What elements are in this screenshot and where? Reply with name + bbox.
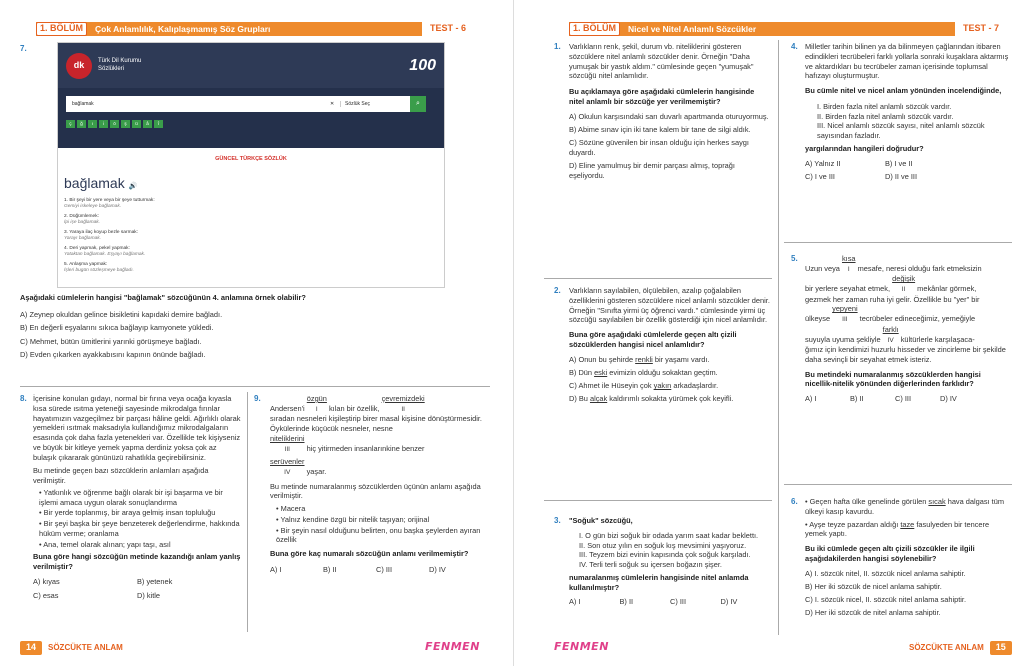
- q9-block: [270, 394, 482, 575]
- q9-word-3: niteliklerini: [270, 433, 305, 443]
- bullet-text: Bir şeyin nasıl olduğunu belirten, onu başka şeylerden ayıran özellik: [276, 525, 481, 545]
- left-footer: [20, 640, 123, 656]
- bullet-item: • Bir yerde toplanmış, bir araya gelmiş insan topluluğu: [39, 508, 216, 518]
- tdk-definitions: [64, 198, 444, 274]
- letter-button[interactable]: î: [154, 120, 163, 128]
- divider: [784, 242, 1012, 243]
- roman-numeral: IV: [284, 468, 291, 476]
- numbered-sentence: III. Teyzem bizi evinin kapısında çok soğuk karşıladı.: [579, 550, 751, 560]
- answer-option: C) III: [376, 564, 393, 574]
- numbered-statement: I. Birden fazla nitel anlamlı sözcük vardır.: [817, 101, 952, 111]
- answer-option: B) En değerli eşyalarını sıkıca bağlayıp kamyonete yükledi.: [20, 323, 214, 333]
- definition-number: 1.: [64, 198, 69, 204]
- question-number: 2.: [554, 286, 561, 295]
- letter-button[interactable]: ç: [66, 120, 75, 128]
- r-q2-stem: Buna göre aşağıdaki cümlelerde geçen altı çizili sözcüklerden hangisi nicel anlamlıdır?: [569, 330, 737, 349]
- letter-button[interactable]: ğ: [77, 120, 86, 128]
- q5-text: mesafe, neresi olduğu fark etmeksizin: [857, 263, 982, 273]
- left-header: [36, 22, 474, 36]
- q5-word-3: yepyeni: [832, 304, 858, 314]
- answer-option: D) IV: [940, 394, 957, 404]
- answer-option: A) kıyas: [33, 577, 60, 587]
- r-q3-block: [569, 516, 771, 607]
- answer-option: B) II: [619, 597, 634, 607]
- answer-option: [569, 394, 771, 404]
- r-q4-stem2: yargılarından hangileri doğrudur?: [805, 143, 924, 153]
- tdk-search-input[interactable]: bağlamak: [72, 100, 94, 107]
- tdk-definition: [64, 198, 444, 210]
- option-text: D) Bu: [569, 394, 590, 404]
- letter-button[interactable]: i: [99, 120, 108, 128]
- r-q1-stem: Bu açıklamaya göre aşağıdaki cümlelerin hangisinde nitel anlamlı bir sözcüğe yer verilmemiştir?: [569, 87, 755, 106]
- answer-option: B) yetenek: [137, 577, 173, 587]
- tdk-definition: [64, 246, 444, 258]
- tdk-site-name: Türk Dil Kurumu: [98, 57, 142, 64]
- tdk-dictionary-select[interactable]: Sözlük Seç: [340, 101, 410, 107]
- answer-option: D) kitle: [137, 590, 160, 600]
- r-q3-options: [569, 597, 771, 607]
- q5-word-1: kısa: [841, 254, 856, 263]
- roman-numeral: I: [847, 265, 850, 273]
- answer-option: D) IV: [429, 564, 446, 574]
- r-q6-bullet1: • Geçen hafta ülke genelinde görülen sıcak hava dalgası tüm ülkeyi kasıp kavurdu.: [805, 497, 1004, 516]
- r-q4-stem: Bu cümle nitel ve nicel anlam yönünden incelendiğinde,: [805, 86, 1002, 96]
- divider: [20, 386, 490, 387]
- r-q1-passage: Varlıkların renk, şekil, durum vb. niteliklerini gösteren sözcüklere nitel anlamlı sözcükler denir. Örneğin "Daha yumuşak bir yastık aldım." cümlesinde geçen "yumuşak" sözcüğü nitel anlamlıdır.: [569, 42, 754, 81]
- r-q6-bullet2: • Ayşe teyze pazardan aldığı taze fasulyeden bir tencere yemek yaptı.: [805, 519, 990, 539]
- q5-text: Uzun veya: [805, 263, 840, 273]
- q5-text: ğımız için kendimizi huzurlu hisseder ve zincirleme bir şekilde daha sevinçli bir seyahat etmek isteriz.: [805, 345, 1006, 364]
- definition-number: 4.: [64, 246, 69, 252]
- footer-label: SÖZCÜKTE ANLAM: [48, 643, 123, 652]
- q5-text: bir yerlere seyahat etmek,: [805, 284, 891, 294]
- headword-text: bağlamak: [64, 174, 125, 191]
- q5-text: gezmek her zaman ruha iyi gelir. Özellikle bu "yer" bir: [805, 294, 980, 304]
- speaker-icon[interactable]: 🔊: [128, 182, 138, 190]
- answer-option: C) III: [670, 597, 687, 607]
- q9-intro: Bu metinde numaralanmış sözcüklerden üçünün anlamı aşağıda verilmiştir.: [270, 481, 481, 501]
- q6-word-2: taze: [900, 519, 915, 529]
- letter-button[interactable]: ş: [121, 120, 130, 128]
- question-number: 4.: [791, 42, 798, 51]
- q8-options: [33, 577, 241, 601]
- r-q5-block: [805, 254, 1010, 404]
- underlined-word: alçak: [589, 394, 608, 404]
- bullet-text: Yatkınlık ve öğrenme bağlı olarak bir işi başarma ve bir işlemi amaca uygun olarak sonuçlandırma: [39, 487, 223, 507]
- fenmen-logo: FENMEN: [554, 640, 609, 653]
- option-text: C) Ahmet ile Hüseyin çok: [569, 381, 654, 391]
- q9-text: yaşar.: [306, 466, 327, 476]
- anniversary-logo-icon: 100: [409, 56, 436, 74]
- search-icon[interactable]: ⌕: [410, 96, 426, 112]
- divider: [778, 40, 779, 635]
- option-text: arkadaşlardır.: [671, 381, 719, 391]
- answer-option: C) I ve III: [805, 172, 835, 182]
- divider: [247, 392, 248, 632]
- definition-example: Yarayı bağlamak.: [64, 236, 101, 242]
- clear-icon[interactable]: ✕: [330, 100, 335, 107]
- definition-text: Düğümlemek:: [69, 214, 99, 220]
- definition-example: İşleri bugün sözleşmeye bağladı.: [64, 268, 134, 274]
- r-q4-options: [805, 159, 965, 183]
- answer-option: B) Abime sınav için iki tane kalem bir tane de silgi aldık.: [569, 124, 751, 134]
- numbered-sentence: I. O gün bizi soğuk bir odada yarım saat kadar beklettı.: [579, 530, 759, 540]
- q9-text: hiç yitirmeden insanlarınkine benzer: [306, 443, 425, 453]
- numbered-statement: II. Birden fazla nitel anlamlı sözcük vardır.: [817, 111, 954, 121]
- q7-stem: Aşağıdaki cümlelerin hangisi "bağlamak" sözcüğünün 4. anlamına örnek olabilir?: [20, 293, 306, 302]
- q9-text: Andersen'i: [270, 403, 305, 413]
- bullet-text: Ana, temel olarak alınan; yapı taşı, asıl: [43, 539, 171, 549]
- option-text: evimizin olduğu sokaktan geçtim.: [607, 367, 718, 377]
- divider: [784, 484, 1012, 485]
- question-number: 5.: [791, 254, 798, 263]
- answer-option: C) Sözüne güvenilen bir insan olduğu için herkes saygı duyardı.: [569, 138, 749, 157]
- divider: [544, 278, 772, 279]
- underlined-word: eski: [594, 367, 608, 377]
- q8-stem: Buna göre hangi sözcüğün metinde kazandığı anlam yanlış verilmiştir?: [33, 552, 241, 572]
- question-number: 9.: [254, 394, 261, 403]
- question-number: 6.: [791, 497, 798, 506]
- q7-options: [20, 310, 480, 363]
- answer-option: B) Her iki sözcük de nicel anlama sahiptir.: [805, 581, 942, 591]
- roman-numeral: II: [901, 286, 906, 294]
- q8-block: [33, 394, 241, 601]
- definition-text: Anlaşma yapmak:: [69, 262, 108, 268]
- q9-stem: Buna göre kaç numaralı sözcüğün anlamı verilmemiştir?: [270, 549, 469, 559]
- answer-option: A) I. sözcük nitel, II. sözcük nicel anlama sahiptir.: [805, 568, 966, 578]
- right-footer: [909, 640, 1012, 656]
- answer-option: D) Her iki sözcük de nitel anlama sahiptir.: [805, 608, 941, 618]
- r-q2-block: [569, 286, 771, 408]
- r-q3-items: [579, 531, 771, 570]
- q5-text: ülkeyse: [805, 314, 831, 324]
- q5-text: tecrübeler edineceğimiz, yemeğiyle: [859, 314, 976, 324]
- tdk-definition: [64, 230, 444, 242]
- option-text: B) Dün: [569, 367, 595, 377]
- bullet-text: Macera: [280, 504, 306, 514]
- tdk-search-bar[interactable]: [66, 96, 426, 112]
- letter-button[interactable]: â: [143, 120, 152, 128]
- section-title: Çok Anlamlılık, Kalıplaşmamış Söz Grupları: [95, 23, 271, 34]
- numbered-statement: III. Nicel anlamlı sözcük sayısı, nitel anlamlı sözcük sayısından fazladır.: [817, 121, 985, 141]
- q8-bullets: [33, 488, 241, 550]
- r-q4-items: [817, 102, 1010, 141]
- answer-option: A) Yalnız II: [805, 158, 841, 168]
- q5-word-4: farklı: [882, 324, 899, 334]
- question-number: 7.: [20, 44, 27, 53]
- r-q5-line4: [805, 304, 1010, 324]
- fenmen-logo: FENMEN: [425, 640, 480, 653]
- tdk-search-band: [58, 88, 444, 148]
- section-badge: 1. BÖLÜM: [569, 22, 620, 36]
- q6-text: fasulyeden bir tencere yemek yaptı.: [805, 519, 990, 539]
- q5-text: suyuyla uyuma şekliyle: [805, 334, 881, 344]
- q9-text: sıradan nesneleri kişileştirip birer masal kişisine dönüştürmesidir. Öykülerinde küçücük nesneler, nesne: [270, 414, 482, 434]
- r-q5-stem: Bu metindeki numaralanmış sözcüklerden hangisi nicellik-nitelik yönünden diğerlerinden farklıdır?: [805, 369, 981, 389]
- bullet-item: • Yalnız kendine özgü bir nitelik taşıyan; orijinal: [276, 514, 430, 524]
- underlined-word: renkli: [635, 354, 653, 364]
- section-title: Nicel ve Nitel Anlamlı Sözcükler: [628, 23, 757, 34]
- answer-option: D) II ve III: [885, 172, 918, 182]
- q5-word-2: değişik: [892, 274, 916, 284]
- r-q2-passage: Varlıkların sayılabilen, ölçülebilen, azalıp çoğalabilen özelliklerini gösteren sözcüklere nicel anlamlı sözcükler denir. Örneğin "Sınıfta yirmi üç öğrenci vardı." cümlesinde yirmi üç sözcüğü sayılabilen bir özellik gösterdiği için nicel anlamlıdır.: [569, 286, 770, 325]
- answer-option: [569, 368, 771, 378]
- r-q5-line2: [805, 274, 1010, 294]
- r-q6-block: [805, 497, 1010, 622]
- r-q4-block: [805, 42, 1010, 182]
- q9-options: [270, 565, 482, 575]
- tdk-definition: [64, 214, 444, 226]
- bullet-text: Bir yerde toplanmış, bir araya gelmiş insan topluluğu: [43, 508, 216, 518]
- roman-numeral: IV: [887, 336, 894, 344]
- r-q4-passage: Milletler tarihin bilinen ya da bilinmeyen çağlarından itibaren edindikleri tecrübeleri farklı yollarla sonraki kuşaklara aktarmış ve aktardıkları bu tecrübeler zaman içerisinde toplumsal hafızayı oluşturmuştur.: [805, 42, 1009, 81]
- roman-numeral: III: [284, 445, 290, 453]
- r-q5-line1: [805, 254, 1010, 274]
- question-number: 1.: [554, 42, 561, 51]
- r-q1-options: [569, 112, 771, 181]
- q9-line3: [270, 434, 482, 454]
- q5-text: kültürlerle karşılaşaca-: [900, 334, 975, 344]
- tdk-headword: [64, 175, 444, 193]
- bullet-text: Bir şeyi başka bir şeye benzeterek değerlendirme, hakkında hüküm verme; oranlama: [39, 519, 240, 538]
- bullet-item: • Macera: [276, 504, 306, 514]
- answer-option: C) III: [895, 394, 912, 404]
- answer-option: C) I. sözcük nicel, II. sözcük nitel anlama sahiptir.: [805, 595, 967, 605]
- answer-option: D) Eline yamulmuş bir demir parçası almış, toprağı eşeliyordu.: [569, 161, 735, 180]
- definition-text: Yaraya ilaç koyup bezle sarmak:: [69, 230, 138, 236]
- answer-option: D) IV: [720, 597, 738, 607]
- definition-number: 3.: [64, 230, 69, 236]
- q8-intro: Bu metinde geçen bazı sözcüklerin anlamları aşağıda verilmiştir.: [33, 466, 209, 486]
- r-q1-block: [569, 42, 771, 184]
- r-q6-stem: Bu iki cümlede geçen altı çizili sözcükler ile ilgili aşağıdakilerden hangisi söylenebilir?: [805, 544, 975, 563]
- definition-example: Yataktan bağlamak. Eşyayı bağlamak.: [64, 252, 146, 258]
- definition-number: 5.: [64, 262, 69, 268]
- numbered-sentence: IV. Terli terli soğuk su içersen boğazın şişer.: [579, 560, 722, 570]
- answer-option: D) Evden çıkarken ayakkabısını kapının önünde bağladı.: [20, 349, 206, 359]
- answer-option: C) Mehmet, bütün ümitlerini yarınki görüşmeye bağladı.: [20, 336, 202, 346]
- right-page: [513, 0, 1026, 666]
- q9-word-4: serüvenler: [270, 457, 305, 467]
- q6-text: hava dalgası tüm ülkeyi kasıp kavurdu.: [805, 497, 1004, 516]
- answer-option: C) esas: [33, 590, 59, 600]
- r-q2-options: [569, 355, 771, 405]
- definition-text: Bir şeyi bir yere veya bir şeye tutturmak:: [69, 198, 155, 204]
- q6-text: Ayşe teyze pazardan aldığı: [809, 519, 901, 529]
- tdk-topbar: [58, 43, 444, 88]
- answer-option: B) I ve II: [885, 158, 913, 168]
- divider: [544, 500, 772, 501]
- option-text: bir yaşamı vardı.: [652, 354, 710, 364]
- r-q3-title: "Soğuk" sözcüğü,: [569, 516, 633, 525]
- bullet-item: • Bir şeyi başka bir şeye benzeterek değerlendirme, hakkında hüküm verme; oranlama: [39, 519, 240, 538]
- q6-text: Geçen hafta ülke genelinde görülen: [809, 497, 929, 506]
- bullet-item: • Yatkınlık ve öğrenme bağlı olarak bir işi başarma ve bir işlemi amaca uygun olarak sonuçlandırma: [39, 487, 223, 507]
- numbered-sentence: II. Son otuz yılın en soğuk kış mevsimini yaşıyoruz.: [579, 540, 747, 550]
- right-header: [569, 22, 1007, 36]
- q5-text: mekânlar görmek,: [917, 284, 977, 294]
- q8-passage: İçerisine konulan gıdayı, normal bir fırına veya ocağa kıyasla kısa sürede ısıtma yeteneği sayesinde mikrodalga fırınlar hayatımızın vazgeçilmez bir parçası hâline geldi. Ağırlıklı olarak yemekleri ısıtmak maksadıyla kullandığımız mikrodalgaların esasında çok daha fazla yetenekleri var. Özellikle tek kişiyseniz ve büyük bir kitleye yemek yapma derdiniz yoksa çok az bulaşık çıkararak gününüzü rahatlıkla geçirebilirsiniz.: [33, 394, 241, 462]
- tdk-definition: [64, 262, 444, 274]
- answer-option: A) I: [270, 564, 282, 574]
- bullet-text: Yalnız kendine özgü bir nitelik taşıyan; orijinal: [280, 514, 430, 524]
- q9-word-2: çevremizdeki: [381, 394, 425, 403]
- question-number: 8.: [20, 394, 27, 403]
- roman-numeral: I: [315, 405, 318, 413]
- option-text: A) Onun bu şehirde: [569, 354, 636, 364]
- answer-option: A) Okulun karşısındaki sarı duvarlı apartmanda oturuyormuş.: [569, 111, 769, 121]
- r-q5-line5: [805, 325, 1010, 345]
- definition-example: Gemiyi iskeleye bağlamak.: [64, 204, 122, 210]
- q9-word-1: özgün: [306, 394, 327, 403]
- letter-button[interactable]: ü: [132, 120, 141, 128]
- question-number: 3.: [554, 516, 561, 525]
- answer-option: [569, 381, 771, 391]
- roman-numeral: II: [401, 405, 405, 413]
- definition-number: 2.: [64, 214, 69, 220]
- answer-option: B) II: [850, 394, 864, 404]
- page-number: 15: [990, 641, 1012, 655]
- answer-option: A) I: [569, 597, 581, 607]
- q9-bullets: [270, 504, 482, 545]
- r-q5-options: [805, 394, 985, 404]
- test-label: TEST - 7: [955, 22, 1007, 36]
- answer-option: A) Zeynep okuldan gelince bisikletini kapıdaki demire bağladı.: [20, 310, 223, 319]
- letter-button[interactable]: ö: [110, 120, 119, 128]
- option-text: kaldırımlı sokakta yürümek çok keyifli.: [607, 394, 734, 404]
- q9-line1: [270, 394, 482, 414]
- r-q3-stem: numaralanmış cümlelerin hangisinde nitel anlamda kullanılmıştır?: [569, 572, 749, 592]
- tdk-section-title: GÜNCEL TÜRKÇE SÖZLÜK: [215, 156, 287, 162]
- bullet-item: • Ana, temel olarak alınan; yapı taşı, asıl: [39, 539, 171, 549]
- tdk-site-sub: Sözlükleri: [98, 65, 125, 72]
- roman-numeral: III: [842, 316, 848, 324]
- answer-option: A) I: [805, 394, 817, 404]
- footer-label: SÖZCÜKTE ANLAM: [909, 643, 984, 652]
- page-number: 14: [20, 641, 42, 655]
- underlined-word: yakın: [653, 381, 672, 391]
- answer-option: B) II: [323, 564, 337, 574]
- bullet-item: • Bir şeyin nasıl olduğunu belirten, onu başka şeylerden ayıran özellik: [276, 525, 481, 545]
- letter-button[interactable]: ı: [88, 120, 97, 128]
- q6-word-1: sıcak: [928, 497, 946, 506]
- answer-option: [569, 355, 771, 365]
- test-label: TEST - 6: [422, 22, 474, 36]
- section-badge: 1. BÖLÜM: [36, 22, 87, 36]
- tdk-screenshot: [57, 42, 445, 288]
- tdk-emblem-icon: dk: [66, 53, 92, 79]
- tdk-letter-buttons: [66, 120, 163, 128]
- definition-text: Deri yapmak, pekel yapmak:: [69, 246, 130, 252]
- q9-text: kılan bir özellik,: [328, 403, 380, 413]
- r-q6-options: [805, 569, 1010, 619]
- q9-line4: [270, 457, 482, 477]
- definition-example: İpi işe bağlamak.: [64, 220, 100, 226]
